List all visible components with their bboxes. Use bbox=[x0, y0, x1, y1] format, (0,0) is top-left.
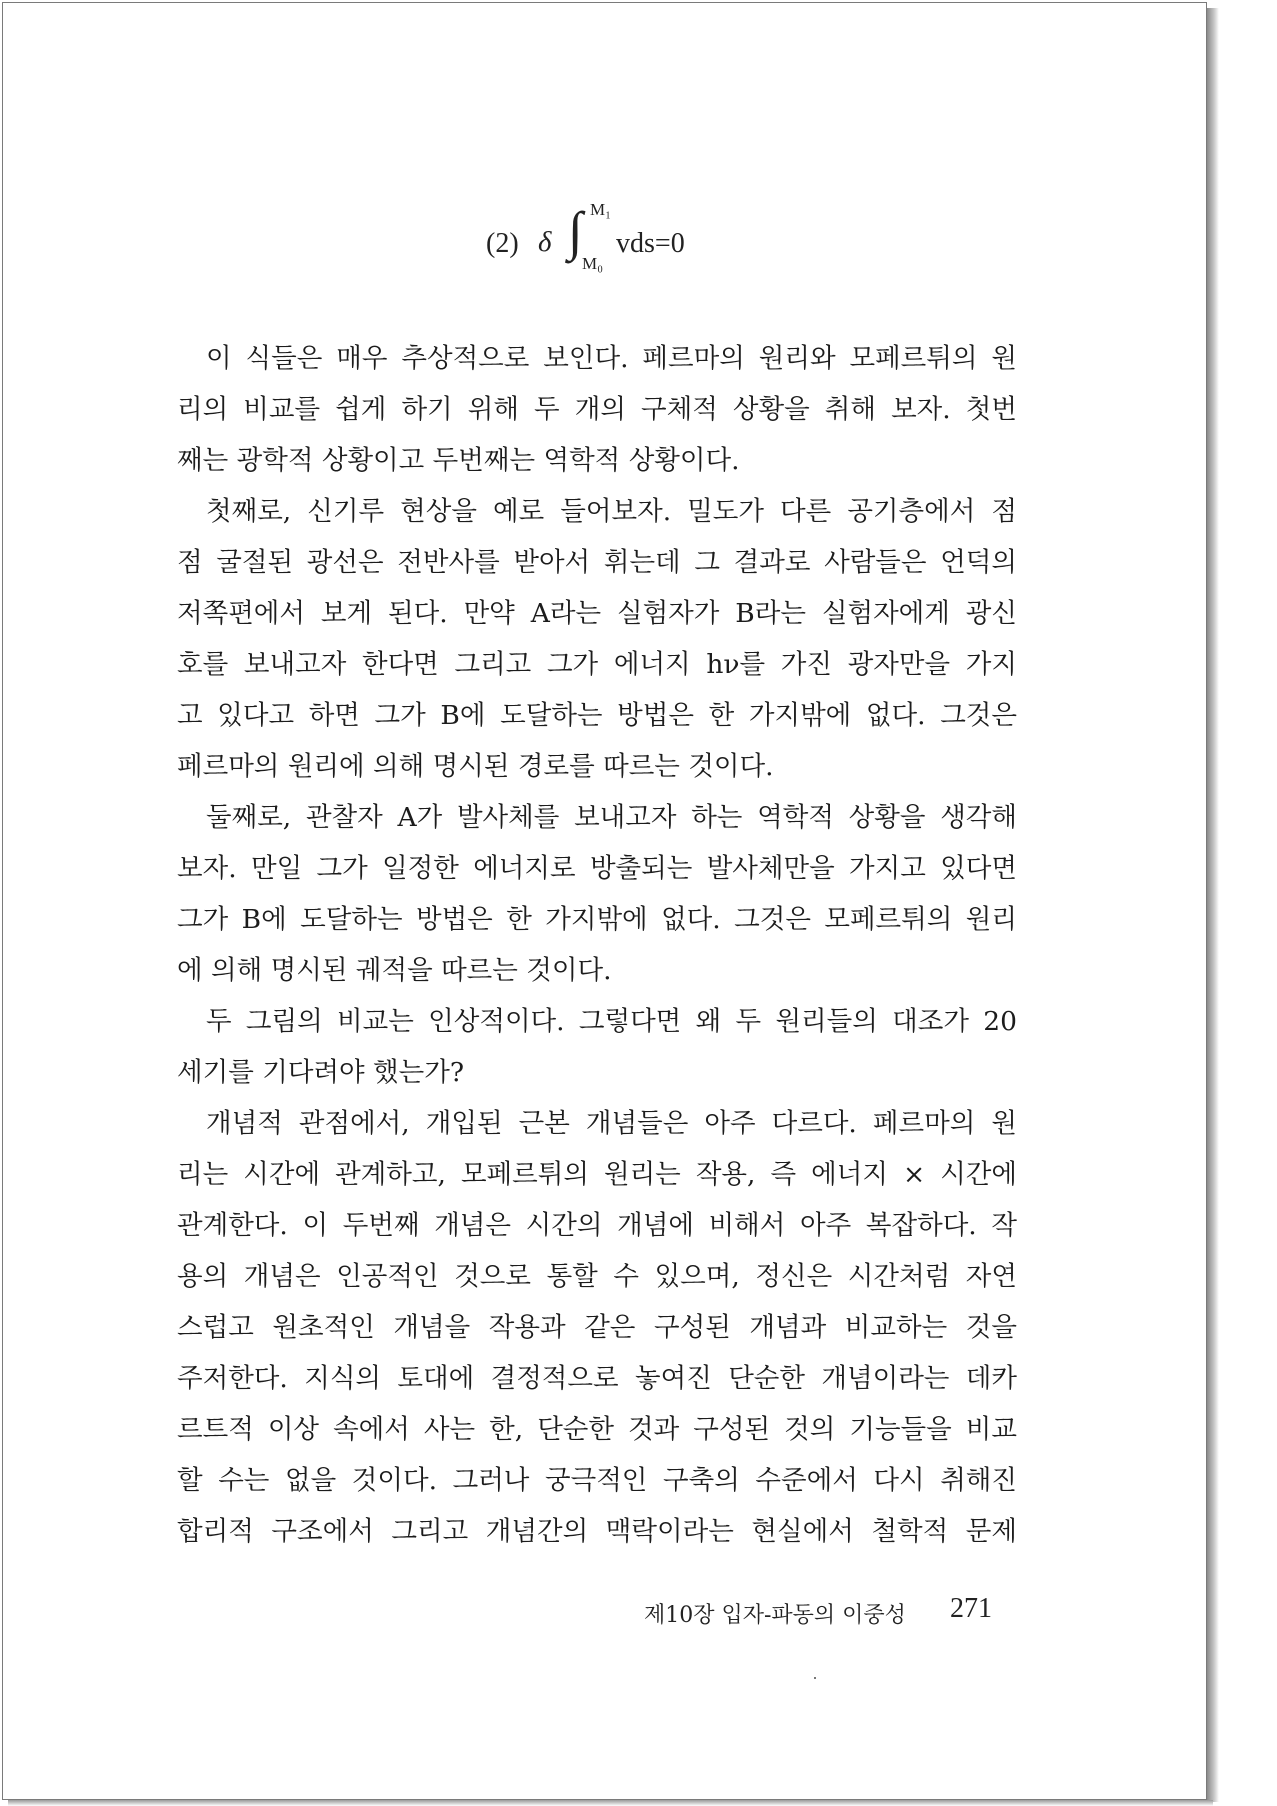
text-line: 그가 B에 도달하는 방법은 한 가지밖에 없다. 그것은 모페르튀의 원리 bbox=[177, 904, 1017, 935]
text-line: 관계한다. 이 두번째 개념은 시간의 개념에 비해서 아주 복잡하다. 작 bbox=[177, 1210, 1017, 1241]
text-line: 점 굴절된 광선은 전반사를 받아서 휘는데 그 결과로 사람들은 언덕의 bbox=[177, 547, 1017, 578]
text-line: 리의 비교를 쉽게 하기 위해 두 개의 구체적 상황을 취해 보자. 첫번 bbox=[177, 394, 1017, 425]
text-line: 보자. 만일 그가 일정한 에너지로 방출되는 발사체만을 가지고 있다면 bbox=[177, 853, 1017, 884]
text-line: 합리적 구조에서 그리고 개념간의 맥락이라는 현실에서 철학적 문제 bbox=[177, 1516, 1017, 1547]
text-line: 리는 시간에 관계하고, 모페르튀의 원리는 작용, 즉 에너지 × 시간에 bbox=[177, 1159, 1017, 1190]
page-edge-shadow bbox=[1207, 8, 1219, 1802]
text-line: 이 식들은 매우 추상적으로 보인다. 페르마의 원리와 모페르튀의 원 bbox=[206, 343, 1017, 374]
text-line: 개념적 관점에서, 개입된 근본 개념들은 아주 다르다. 페르마의 원 bbox=[206, 1108, 1017, 1139]
equation-number: (2) bbox=[486, 228, 519, 259]
integral-sign: ∫ bbox=[568, 201, 583, 261]
paragraph-abstract-formulas bbox=[177, 333, 1017, 486]
text-line: 둘째로, 관찰자 A가 발사체를 보내고자 하는 역학적 상황을 생각해 bbox=[206, 802, 1017, 833]
text-line: 페르마의 원리에 의해 명시된 경로를 따르는 것이다. bbox=[177, 751, 774, 782]
page-footer bbox=[644, 1592, 992, 1632]
text-line: 고 있다고 하면 그가 B에 도달하는 방법은 한 가지밖에 없다. 그것은 bbox=[177, 700, 1017, 731]
text-line: 용의 개념은 인공적인 것으로 통할 수 있으며, 정신은 시간처럼 자연 bbox=[177, 1261, 1017, 1292]
paragraph-conceptual bbox=[177, 1098, 1017, 1557]
text-line: 르트적 이상 속에서 사는 한, 단순한 것과 구성된 것의 기능들을 비교 bbox=[177, 1414, 1017, 1445]
chapter-title: 제10장 입자-파동의 이중성 bbox=[644, 1603, 906, 1628]
text-line: 저쪽편에서 보게 된다. 만약 A라는 실험자가 B라는 실험자에게 광신 bbox=[177, 598, 1017, 629]
text-line: 에 의해 명시된 궤적을 따르는 것이다. bbox=[177, 955, 612, 986]
page-bottom-shadow bbox=[8, 1800, 1213, 1806]
text-line: 할 수는 없을 것이다. 그러나 궁극적인 구축의 수준에서 다시 취해진 bbox=[177, 1465, 1017, 1496]
integral-upper-limit: M₁ bbox=[590, 200, 612, 219]
scan-speck bbox=[814, 1677, 816, 1679]
text-line: 호를 보내고자 한다면 그리고 그가 에너지 hν를 가진 광자만을 가지 bbox=[177, 649, 1017, 680]
text-line: 세기를 기다려야 했는가? bbox=[177, 1057, 465, 1088]
integral-lower-limit: M₀ bbox=[582, 254, 604, 273]
text-line: 째는 광학적 상황이고 두번째는 역학적 상황이다. bbox=[177, 445, 740, 476]
variation-symbol: δ bbox=[538, 226, 552, 258]
text-line: 첫째로, 신기루 현상을 예로 들어보자. 밀도가 다른 공기층에서 점 bbox=[206, 496, 1017, 527]
body-text bbox=[177, 333, 1017, 1557]
page-number: 271 bbox=[950, 1593, 992, 1624]
paragraph-projectile bbox=[177, 792, 1017, 996]
paragraph-comparison bbox=[177, 996, 1017, 1098]
text-line: 두 그림의 비교는 인상적이다. 그렇다면 왜 두 원리들의 대조가 20 bbox=[206, 1006, 1017, 1037]
integrand-expression: vds=0 bbox=[616, 228, 685, 259]
text-line: 주저한다. 지식의 토대에 결정적으로 놓여진 단순한 개념이라는 데카 bbox=[177, 1363, 1017, 1394]
paragraph-mirage bbox=[177, 486, 1017, 792]
text-line: 스럽고 원초적인 개념을 작용과 같은 구성된 개념과 비교하는 것을 bbox=[177, 1312, 1017, 1343]
